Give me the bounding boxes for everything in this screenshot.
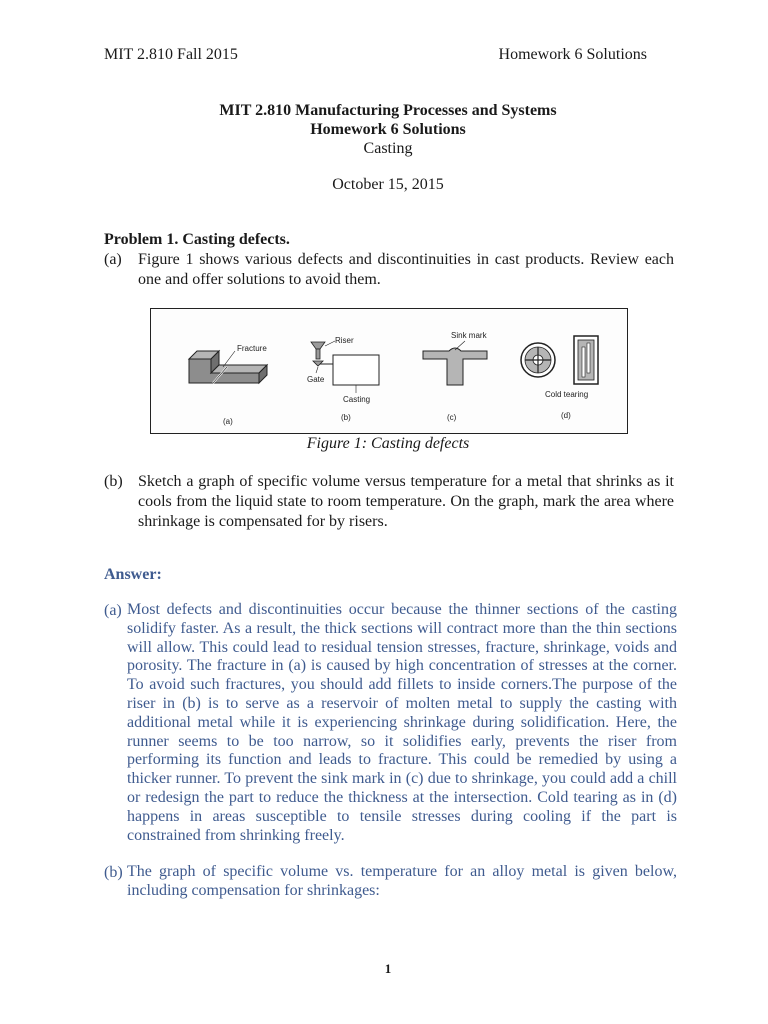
question-b-text: Sketch a graph of specific volume versus temperature for a metal that shrinks as it cools from the liquid state to room temperature. On the graph, mark the area where shrinkage is compensated for by risers. — [138, 473, 674, 530]
answer-b-text: The graph of specific volume vs. temperature for an alloy metal is given below, including compensation for shrinkages: — [127, 863, 677, 899]
answer-a-text: Most defects and discontinuities occur because the thinner sections of the casting solidify faster. As a result, the thick sections will contract more than the thin sections will allow. This could lead to residual tension stresses, fracture, shrinkage, voids and porosity. The fracture in (a) is caused by high concentration of stresses at the corner. To avoid such fractures, you should add fillets to inside corners.The purpose of the riser in (b) is to serve as a reservoir of molten metal to supply the casting with additional metal while it is experiencing shrinkage during solidification. Here, the runner seems to be too narrow, so it solidifies early, prevents the riser from performing its function and leads to fracture. This could be remedied by using a thicker runner. To prevent the sink mark in (c) due to shrinkage, you could add a chill or redesign the part to reduce the thickness at the intersection. Cold tearing as in (d) happens in areas susceptible to tensile stresses during cooling if the part is constrained from shrinking freely. — [127, 601, 677, 844]
header-course: MIT 2.810 Fall 2015 — [104, 46, 238, 63]
fracture-drawing — [189, 351, 267, 383]
answer-a-label: (a) — [104, 602, 122, 619]
label-b: (b) — [341, 413, 351, 422]
label-gate: Gate — [307, 375, 325, 384]
question-a-text: Figure 1 shows various defects and discontinuities in cast products. Review each one and offer solutions to avoid them. — [138, 251, 674, 288]
page-number: 1 — [384, 961, 392, 976]
label-fracture: Fracture — [237, 344, 267, 353]
date: October 15, 2015 — [332, 176, 444, 193]
figure-casting-defects — [150, 308, 628, 434]
question-a-label: (a) — [104, 251, 122, 268]
answer-b-label: (b) — [104, 864, 123, 881]
riser-casting-drawing — [311, 341, 379, 393]
header-doc-title: Homework 6 Solutions — [498, 46, 647, 63]
label-c: (c) — [447, 413, 457, 422]
sink-mark-drawing — [423, 341, 487, 385]
answer-heading: Answer: — [104, 566, 162, 583]
label-riser: Riser — [335, 336, 354, 345]
figure-caption: Figure 1: Casting defects — [306, 435, 470, 452]
title-line-1: MIT 2.810 Manufacturing Processes and Systems — [219, 102, 557, 119]
label-cold-tearing: Cold tearing — [545, 390, 589, 399]
question-b — [104, 472, 676, 536]
cold-tearing-drawing — [521, 336, 598, 384]
question-b-label: (b) — [104, 473, 123, 490]
figure-drawing — [151, 309, 627, 433]
title-block — [0, 101, 768, 158]
question-a — [104, 250, 676, 294]
problem-title: Problem 1. Casting defects. — [104, 231, 290, 248]
label-a: (a) — [223, 417, 233, 426]
answer-a — [104, 601, 677, 844]
label-sink-mark: Sink mark — [451, 331, 487, 340]
label-d: (d) — [561, 411, 571, 420]
title-line-2: Homework 6 Solutions — [310, 121, 466, 138]
answer-b — [104, 863, 676, 903]
title-line-3: Casting — [363, 140, 413, 157]
label-casting: Casting — [343, 395, 371, 404]
